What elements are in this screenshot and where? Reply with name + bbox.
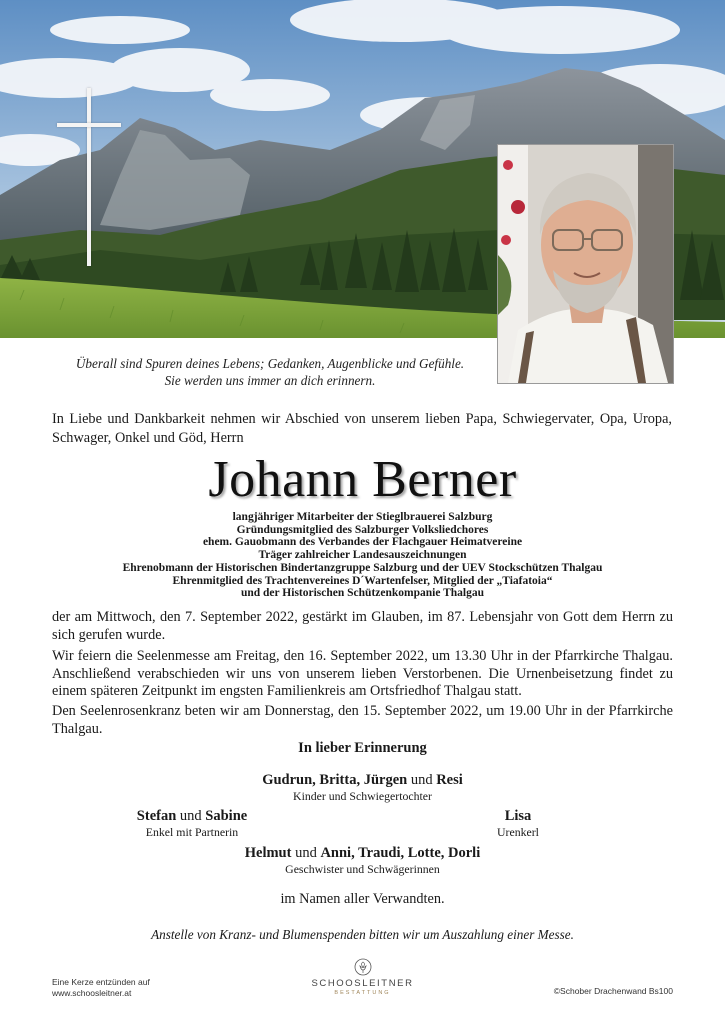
candle-link[interactable]: Eine Kerze entzünden auf www.schoosleitner.at [52, 977, 150, 998]
siblings-relation: Geschwister und Schwägerinnen [285, 862, 440, 876]
mass-notice-text: Wir feiern die Seelenmesse am Freitag, den 16. September 2022, um 13.30 Uhr in der Pfarrkirche Thalgau. Anschließend verabschieden wir uns von unserem lieben Verstorbenen. Die Urnenbeisetzung findet zu einem späteren Zeitpunkt im engsten Familienkreis am Ortsfriedhof Thalgau statt. [52, 648, 673, 699]
rosary-notice-text: Den Seelenrosenkranz beten wir am Donnerstag, den 15. September 2022, um 19.00 Uhr in der Pfarrkirche Thalgau. [52, 703, 673, 737]
great-grandchild-relation: Urenkerl [497, 825, 539, 839]
intro-text: In Liebe und Dankbarkeit nehmen wir Abschied von unserem lieben Papa, Schwiegervater, Opa, Uropa, Schwager, Onkel und Göd, Herrn [52, 411, 672, 446]
portrait-photo [497, 144, 674, 384]
children-relation: Kinder und Schwiegertochter [293, 789, 432, 803]
title-line: ehem. Gauobmann des Verbandes der Flachgauer Heimatvereine [202, 536, 523, 549]
title-line: Gründungsmitglied des Salzburger Volksliedchores [236, 523, 489, 536]
partner-name: Sabine [205, 808, 248, 824]
title-line: und der Historischen Schützenkompanie Thalgau [240, 587, 485, 600]
family-siblings: Helmut und Anni, Traudi, Lotte, Dorli Geschwister und Schwägerinnen [0, 845, 725, 876]
children-names: Gudrun, Britta, Jürgen [262, 772, 408, 788]
title-line: Ehrenmitglied des Trachtenvereines D´Wartenfelser, Mitglied der „Tiafatoia“ [172, 574, 553, 587]
memorial-quote-line1: Überall sind Spuren deines Lebens; Gedanken, Augenblicke und Gefühle. [75, 356, 465, 371]
great-grandchild-name: Lisa [504, 808, 532, 824]
grandchildren-relation: Enkel mit Partnerin [145, 825, 239, 839]
memorial-quote-line2: Sie werden uns immer an dich erinnern. [164, 373, 376, 388]
family-children: Gudrun, Britta, Jürgen und Resi Kinder und Schwiegertochter [0, 772, 725, 803]
logo-subtitle: BESTATTUNG [334, 990, 391, 996]
title-line: langjähriger Mitarbeiter der Stieglbrauerei Salzburg [232, 511, 493, 523]
cross-icon [87, 88, 91, 266]
memorial-quote [40, 355, 500, 389]
honorary-titles [0, 511, 725, 600]
daughter-in-law-name: Resi [436, 772, 463, 788]
remembrance-heading: In lieber Erinnerung [298, 740, 427, 756]
family-grandchildren: Stefan und Sabine Enkel mit Partnerin [107, 808, 277, 839]
deceased-name: Johann Berner [208, 451, 517, 508]
website-link[interactable]: www.schoosleitner.at [52, 988, 132, 998]
funeral-home-logo [290, 958, 435, 996]
closing-line: im Namen aller Verwandten. [280, 891, 445, 907]
family-great-grandchild [468, 808, 568, 839]
title-line: Träger zahlreicher Landesauszeichnungen [258, 549, 467, 562]
title-line: Ehrenobmann der Historischen Bindertanzgruppe Salzburg und der UEV Stockschützen Thalgau [122, 561, 603, 574]
donation-note: Anstelle von Kranz- und Blumenspenden bitten wir um Auszahlung einer Messe. [151, 927, 574, 942]
image-credit: ©Schober Drachenwand Bs100 [553, 986, 673, 996]
logo-name: SCHOOSLEITNER [311, 978, 414, 989]
grandchild-name: Stefan [136, 808, 177, 824]
sisters-names: Anni, Traudi, Lotte, Dorli [320, 845, 481, 861]
death-notice-text: der am Mittwoch, den 7. September 2022, gestärkt im Glauben, im 87. Lebensjahr von Gott dem Herrn zu sich gerufen wurde. [52, 609, 673, 643]
brother-name: Helmut [244, 845, 292, 861]
cross-icon-bar [57, 123, 121, 127]
rose-icon [354, 958, 372, 976]
